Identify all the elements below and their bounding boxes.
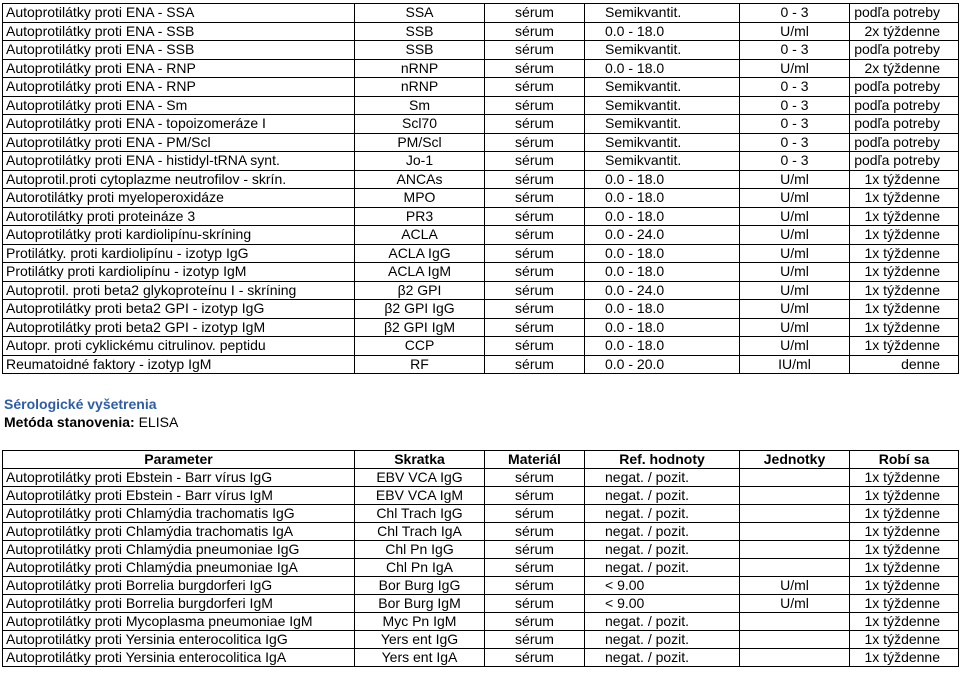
cell-param: Autoprotil. proti beta2 glykoproteínu I - skríning	[3, 281, 355, 300]
cell-mat: sérum	[485, 78, 585, 97]
elisa-table-body	[3, 469, 959, 667]
cell-freq: podľa potreby	[850, 152, 959, 171]
cell-freq: 1x týždenne	[850, 300, 959, 319]
cell-ref: negat. / pozit.	[585, 487, 740, 505]
cell-mat: sérum	[485, 559, 585, 577]
cell-param: Autoprotilátky proti Mycoplasma pneumoniae IgM	[3, 613, 355, 631]
cell-ref: negat. / pozit.	[585, 469, 740, 487]
method-line	[4, 414, 178, 430]
table-row	[3, 505, 959, 523]
cell-ref: Semikvantit.	[585, 133, 740, 152]
table-row	[3, 487, 959, 505]
cell-freq: 1x týždenne	[850, 505, 959, 523]
table-row	[3, 631, 959, 649]
cell-param: Autoprotilátky proti ENA - SSB	[3, 41, 355, 60]
table-row	[3, 133, 959, 152]
cell-freq: podľa potreby	[850, 41, 959, 60]
table-row	[3, 523, 959, 541]
table-row	[3, 613, 959, 631]
cell-unit: 0 - 3	[740, 115, 850, 134]
cell-abbr: Bor Burg IgM	[355, 595, 485, 613]
cell-ref: negat. / pozit.	[585, 559, 740, 577]
cell-param: Autoprotilátky proti ENA - SSB	[3, 22, 355, 41]
cell-abbr: Chl Trach IgG	[355, 505, 485, 523]
cell-ref: Semikvantit.	[585, 115, 740, 134]
cell-freq: 1x týždenne	[850, 207, 959, 226]
cell-unit: U/ml	[740, 577, 850, 595]
table-row	[3, 59, 959, 78]
cell-freq: podľa potreby	[850, 78, 959, 97]
cell-param: Autoprotilátky proti Chlamýdia trachomatis IgG	[3, 505, 355, 523]
cell-ref: 0.0 - 24.0	[585, 281, 740, 300]
cell-unit: U/ml	[740, 170, 850, 189]
cell-abbr: Chl Pn IgA	[355, 559, 485, 577]
method-label: Metóda stanovenia:	[4, 414, 135, 430]
header-reference-values: Ref. hodnoty	[585, 451, 740, 469]
table-row	[3, 78, 959, 97]
cell-mat: sérum	[485, 337, 585, 356]
cell-abbr: nRNP	[355, 59, 485, 78]
cell-unit: U/ml	[740, 22, 850, 41]
elisa-header-row	[3, 451, 959, 469]
table-row	[3, 337, 959, 356]
cell-abbr: Bor Burg IgG	[355, 577, 485, 595]
cell-mat: sérum	[485, 300, 585, 319]
cell-mat: sérum	[485, 226, 585, 245]
cell-unit: U/ml	[740, 207, 850, 226]
cell-unit: 0 - 3	[740, 133, 850, 152]
cell-mat: sérum	[485, 59, 585, 78]
cell-abbr: β2 GPI IgG	[355, 300, 485, 319]
table-row	[3, 649, 959, 667]
cell-mat: sérum	[485, 631, 585, 649]
table-row	[3, 152, 959, 171]
cell-ref: negat. / pozit.	[585, 505, 740, 523]
cell-mat: sérum	[485, 577, 585, 595]
cell-unit: IU/ml	[740, 355, 850, 374]
cell-unit: U/ml	[740, 595, 850, 613]
cell-unit: U/ml	[740, 337, 850, 356]
cell-param: Protilátky. proti kardiolipínu - izotyp IgG	[3, 244, 355, 263]
cell-abbr: ACLA IgG	[355, 244, 485, 263]
cell-freq: 2x týždenne	[850, 59, 959, 78]
cell-param: Autoprotilátky proti Yersinia enterocolitica IgA	[3, 649, 355, 667]
cell-param: Autoprotilátky proti Chlamýdia pneumoniae IgA	[3, 559, 355, 577]
cell-param: Protilátky proti kardiolipínu - izotyp IgM	[3, 263, 355, 282]
table-row	[3, 226, 959, 245]
autoantibody-table-body	[3, 4, 959, 374]
cell-freq: 2x týždenne	[850, 22, 959, 41]
cell-mat: sérum	[485, 505, 585, 523]
cell-mat: sérum	[485, 4, 585, 23]
cell-mat: sérum	[485, 189, 585, 208]
cell-freq: 1x týždenne	[850, 226, 959, 245]
table-row	[3, 281, 959, 300]
cell-ref: 0.0 - 20.0	[585, 355, 740, 374]
cell-unit	[740, 559, 850, 577]
cell-param: Autoprotilátky proti ENA - PM/Scl	[3, 133, 355, 152]
cell-freq: 1x týždenne	[850, 263, 959, 282]
cell-freq: 1x týždenne	[850, 337, 959, 356]
cell-unit	[740, 631, 850, 649]
cell-mat: sérum	[485, 318, 585, 337]
table-row	[3, 541, 959, 559]
table-row	[3, 244, 959, 263]
cell-mat: sérum	[485, 263, 585, 282]
cell-unit	[740, 523, 850, 541]
table-row	[3, 170, 959, 189]
cell-unit: 0 - 3	[740, 78, 850, 97]
cell-freq: 1x týždenne	[850, 577, 959, 595]
cell-unit: U/ml	[740, 281, 850, 300]
table-row	[3, 263, 959, 282]
cell-abbr: Yers ent IgG	[355, 631, 485, 649]
table-row	[3, 189, 959, 208]
cell-mat: sérum	[485, 170, 585, 189]
cell-ref: < 9.00	[585, 595, 740, 613]
cell-unit	[740, 487, 850, 505]
cell-param: Autoprotilátky proti beta2 GPI - izotyp IgG	[3, 300, 355, 319]
cell-param: Autoprotilátky proti Chlamýdia pneumoniae IgG	[3, 541, 355, 559]
cell-ref: Semikvantit.	[585, 41, 740, 60]
cell-mat: sérum	[485, 541, 585, 559]
cell-ref: negat. / pozit.	[585, 523, 740, 541]
table-row	[3, 22, 959, 41]
table-row	[3, 115, 959, 134]
cell-unit: U/ml	[740, 189, 850, 208]
cell-freq: 1x týždenne	[850, 631, 959, 649]
header-parameter: Parameter	[3, 451, 355, 469]
elisa-table	[2, 450, 959, 667]
cell-mat: sérum	[485, 487, 585, 505]
cell-mat: sérum	[485, 523, 585, 541]
cell-ref: 0.0 - 18.0	[585, 318, 740, 337]
cell-abbr: CCP	[355, 337, 485, 356]
cell-abbr: ACLA	[355, 226, 485, 245]
cell-unit	[740, 469, 850, 487]
cell-unit: 0 - 3	[740, 152, 850, 171]
cell-unit: U/ml	[740, 318, 850, 337]
header-abbreviation: Skratka	[355, 451, 485, 469]
cell-mat: sérum	[485, 613, 585, 631]
cell-ref: 0.0 - 18.0	[585, 59, 740, 78]
method-value: ELISA	[138, 414, 179, 430]
cell-unit	[740, 649, 850, 667]
cell-ref: negat. / pozit.	[585, 613, 740, 631]
cell-param: Autorotilátky proti myeloperoxidáze	[3, 189, 355, 208]
cell-param: Autopr. proti cyklickému citrulinov. peptidu	[3, 337, 355, 356]
cell-mat: sérum	[485, 244, 585, 263]
table-row	[3, 41, 959, 60]
cell-unit: 0 - 3	[740, 41, 850, 60]
cell-ref: 0.0 - 18.0	[585, 170, 740, 189]
cell-freq: 1x týždenne	[850, 469, 959, 487]
cell-abbr: Chl Trach IgA	[355, 523, 485, 541]
table-row	[3, 577, 959, 595]
table-row	[3, 4, 959, 23]
table-row	[3, 207, 959, 226]
cell-abbr: SSA	[355, 4, 485, 23]
cell-abbr: Myc Pn IgM	[355, 613, 485, 631]
cell-ref: 0.0 - 18.0	[585, 263, 740, 282]
cell-ref: 0.0 - 18.0	[585, 337, 740, 356]
cell-param: Autoprotilátky proti ENA - SSA	[3, 4, 355, 23]
cell-ref: Semikvantit.	[585, 96, 740, 115]
cell-param: Autoprotilátky proti Borrelia burgdorferi IgG	[3, 577, 355, 595]
table-row	[3, 469, 959, 487]
cell-freq: podľa potreby	[850, 96, 959, 115]
cell-ref: 0.0 - 24.0	[585, 226, 740, 245]
cell-freq: 1x týždenne	[850, 170, 959, 189]
cell-ref: 0.0 - 18.0	[585, 300, 740, 319]
cell-abbr: Sm	[355, 96, 485, 115]
table-row	[3, 559, 959, 577]
cell-abbr: Chl Pn IgG	[355, 541, 485, 559]
cell-abbr: SSB	[355, 41, 485, 60]
cell-ref: Semikvantit.	[585, 4, 740, 23]
cell-ref: negat. / pozit.	[585, 541, 740, 559]
cell-param: Autoprotilátky proti ENA - histidyl-tRNA synt.	[3, 152, 355, 171]
cell-unit: U/ml	[740, 263, 850, 282]
cell-ref: Semikvantit.	[585, 78, 740, 97]
cell-param: Autoprotilátky proti ENA - topoizomeráze I	[3, 115, 355, 134]
table-row	[3, 595, 959, 613]
cell-abbr: β2 GPI IgM	[355, 318, 485, 337]
cell-freq: 1x týždenne	[850, 318, 959, 337]
table-row	[3, 318, 959, 337]
header-material: Materiál	[485, 451, 585, 469]
cell-abbr: ANCAs	[355, 170, 485, 189]
cell-abbr: Jo-1	[355, 152, 485, 171]
table-row	[3, 300, 959, 319]
cell-freq: denne	[850, 355, 959, 374]
cell-param: Autorotilátky proti proteináze 3	[3, 207, 355, 226]
cell-ref: negat. / pozit.	[585, 631, 740, 649]
cell-mat: sérum	[485, 595, 585, 613]
cell-param: Autoprotilátky proti ENA - RNP	[3, 59, 355, 78]
cell-mat: sérum	[485, 355, 585, 374]
cell-abbr: ACLA IgM	[355, 263, 485, 282]
cell-mat: sérum	[485, 115, 585, 134]
cell-freq: 1x týždenne	[850, 559, 959, 577]
header-frequency: Robí sa	[850, 451, 959, 469]
cell-freq: 1x týždenne	[850, 595, 959, 613]
cell-param: Autoprotilátky proti ENA - Sm	[3, 96, 355, 115]
cell-unit	[740, 505, 850, 523]
cell-freq: 1x týždenne	[850, 523, 959, 541]
cell-ref: Semikvantit.	[585, 152, 740, 171]
cell-mat: sérum	[485, 207, 585, 226]
cell-mat: sérum	[485, 649, 585, 667]
cell-param: Reumatoidné faktory - izotyp IgM	[3, 355, 355, 374]
cell-freq: podľa potreby	[850, 115, 959, 134]
cell-unit: 0 - 3	[740, 4, 850, 23]
cell-mat: sérum	[485, 152, 585, 171]
cell-mat: sérum	[485, 281, 585, 300]
cell-abbr: SSB	[355, 22, 485, 41]
cell-mat: sérum	[485, 133, 585, 152]
cell-unit	[740, 541, 850, 559]
cell-freq: 1x týždenne	[850, 649, 959, 667]
cell-param: Autoprotilátky proti kardiolipínu-skríning	[3, 226, 355, 245]
cell-abbr: RF	[355, 355, 485, 374]
header-units: Jednotky	[740, 451, 850, 469]
cell-abbr: β2 GPI	[355, 281, 485, 300]
section-title: Sérologické vyšetrenia	[4, 396, 157, 412]
cell-freq: 1x týždenne	[850, 189, 959, 208]
cell-abbr: PM/Scl	[355, 133, 485, 152]
cell-unit	[740, 613, 850, 631]
cell-ref: negat. / pozit.	[585, 649, 740, 667]
cell-mat: sérum	[485, 41, 585, 60]
cell-abbr: EBV VCA IgM	[355, 487, 485, 505]
table-row	[3, 96, 959, 115]
cell-ref: 0.0 - 18.0	[585, 22, 740, 41]
cell-param: Autoprotilátky proti Yersinia enterocolitica IgG	[3, 631, 355, 649]
cell-abbr: nRNP	[355, 78, 485, 97]
cell-ref: 0.0 - 18.0	[585, 189, 740, 208]
cell-freq: podľa potreby	[850, 133, 959, 152]
cell-unit: U/ml	[740, 59, 850, 78]
cell-abbr: EBV VCA IgG	[355, 469, 485, 487]
cell-param: Autoprotilátky proti Chlamýdia trachomatis IgA	[3, 523, 355, 541]
cell-mat: sérum	[485, 22, 585, 41]
cell-unit: U/ml	[740, 244, 850, 263]
cell-param: Autoprotilátky proti ENA - RNP	[3, 78, 355, 97]
cell-unit: 0 - 3	[740, 96, 850, 115]
autoantibody-table	[2, 3, 959, 374]
cell-ref: 0.0 - 18.0	[585, 207, 740, 226]
cell-abbr: Scl70	[355, 115, 485, 134]
cell-param: Autoprotilátky proti Ebstein - Barr vírus IgG	[3, 469, 355, 487]
cell-param: Autoprotilátky proti Borrelia burgdorferi IgM	[3, 595, 355, 613]
cell-param: Autoprotilátky proti beta2 GPI - izotyp IgM	[3, 318, 355, 337]
cell-param: Autoprotilátky proti Ebstein - Barr vírus IgM	[3, 487, 355, 505]
cell-freq: 1x týždenne	[850, 487, 959, 505]
cell-param: Autoprotil.proti cytoplazme neutrofilov - skrín.	[3, 170, 355, 189]
cell-freq: 1x týždenne	[850, 281, 959, 300]
cell-mat: sérum	[485, 96, 585, 115]
cell-abbr: Yers ent IgA	[355, 649, 485, 667]
cell-ref: < 9.00	[585, 577, 740, 595]
cell-ref: 0.0 - 18.0	[585, 244, 740, 263]
cell-unit: U/ml	[740, 226, 850, 245]
cell-mat: sérum	[485, 469, 585, 487]
cell-freq: 1x týždenne	[850, 244, 959, 263]
cell-freq: 1x týždenne	[850, 613, 959, 631]
table-row	[3, 355, 959, 374]
cell-freq: podľa potreby	[850, 4, 959, 23]
cell-unit: U/ml	[740, 300, 850, 319]
cell-abbr: MPO	[355, 189, 485, 208]
cell-freq: 1x týždenne	[850, 541, 959, 559]
cell-abbr: PR3	[355, 207, 485, 226]
